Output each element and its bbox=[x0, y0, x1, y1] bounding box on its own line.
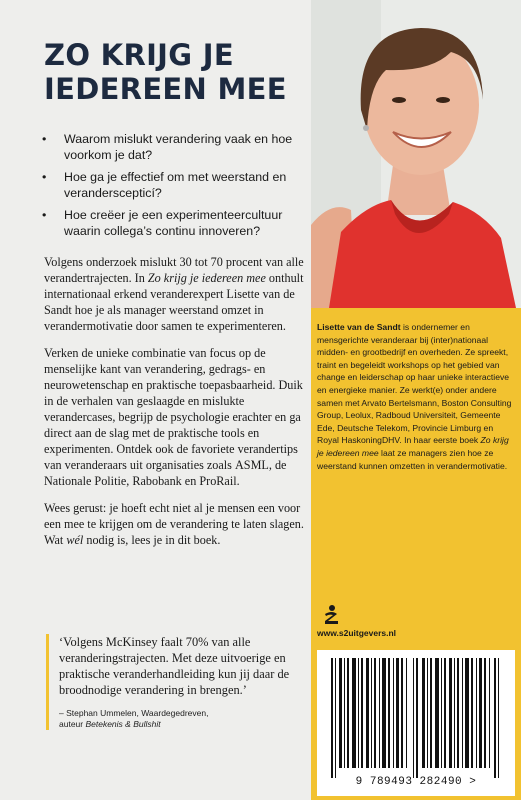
blurb-paragraph: Wees gerust: je hoeft echt niet al je mensen een voor een mee te krijgen om de verandering te laten slagen. Wat wél nodig is, lees je in dit boek. bbox=[44, 501, 304, 547]
publisher-logo-icon bbox=[321, 604, 343, 626]
question-item: • Hoe creëer je een experimenteercultuur waarin collega’s continu innoveren? bbox=[48, 207, 308, 239]
isbn-barcode bbox=[317, 650, 515, 796]
publisher-website: www.s2uitgevers.nl bbox=[317, 628, 397, 638]
author-bio: Lisette van de Sandt is ondernemer en mensgerichte veranderaar bij (inter)nationaal midden- en grootbedrijf en overheden. Ze spreekt, traint en begeleidt workshops op het gebied van change en leiderschap op haar unieke interactieve en energieke manier. Ze werkt(e) onder andere samen met Arvato Bertelsmann, Boston Consulting Group, Leolux, Radboud Universiteit, Gemeente Ede, Deutsche Telekom, Provincie Limburg en Royal HaskoningDHV. In haar eerste boek Zo krijg je iedereen mee laat ze managers zien hoe ze weerstand kunnen omzetten in verandermotivatie. bbox=[317, 322, 512, 471]
book-title-italic: Zo krijg je iedereen mee bbox=[147, 271, 266, 285]
isbn-number: 9 789493 282490 > bbox=[355, 776, 477, 788]
endorsement-quote bbox=[46, 634, 317, 730]
key-questions-list bbox=[48, 131, 308, 245]
author-name: Lisette van de Sandt bbox=[317, 322, 401, 332]
quote-text: ‘Volgens McKinsey faalt 70% van alle veranderingstrajecten. Met deze uitvoerige en praktische veranderhandleiding kun jij daar de broodnodige verandering in brengen.’ bbox=[59, 635, 290, 697]
question-item: • Waarom mislukt verandering vaak en hoe voorkom je dat? bbox=[48, 131, 308, 163]
question-item: • Hoe ga je effectief om met weerstand en veranderscepticí? bbox=[48, 169, 308, 201]
book-title: ZO KRIJG JE IEDEREEN MEE bbox=[44, 38, 287, 106]
blurb-paragraph: Volgens onderzoek mislukt 30 tot 70 procent van alle verandertrajecten. In Zo krijg je iedereen mee onthult internationaal erkend veranderexpert Lisette van de Sandt hoe je als manager weerstand omzet in verandermotivatie door samen te experimenteren. bbox=[44, 255, 304, 333]
blurb-text bbox=[44, 254, 304, 559]
quote-author: – Stephan Ummelen, Waardegedreven, auteur Betekenis & Bullshit bbox=[59, 708, 209, 729]
barcode-bars-icon bbox=[317, 650, 515, 778]
blurb-paragraph: Verken de unieke combinatie van focus op de menselijke kant van verandering, gedrags- en neurowetenschap en praktische toepasbaarheid. Duik in de verhalen van geslaagde en mislukte verandercases, begrijp de psychologie erachter en ga direct aan de slag met de praktische tools en experimenten. Ontdek ook de favoriete verandertips van veranderaars uit organisaties zoals ASML, de Nationale Politie, Rabobank en ProRail. bbox=[44, 346, 303, 488]
right-column bbox=[311, 0, 521, 800]
author-photo bbox=[311, 0, 521, 308]
